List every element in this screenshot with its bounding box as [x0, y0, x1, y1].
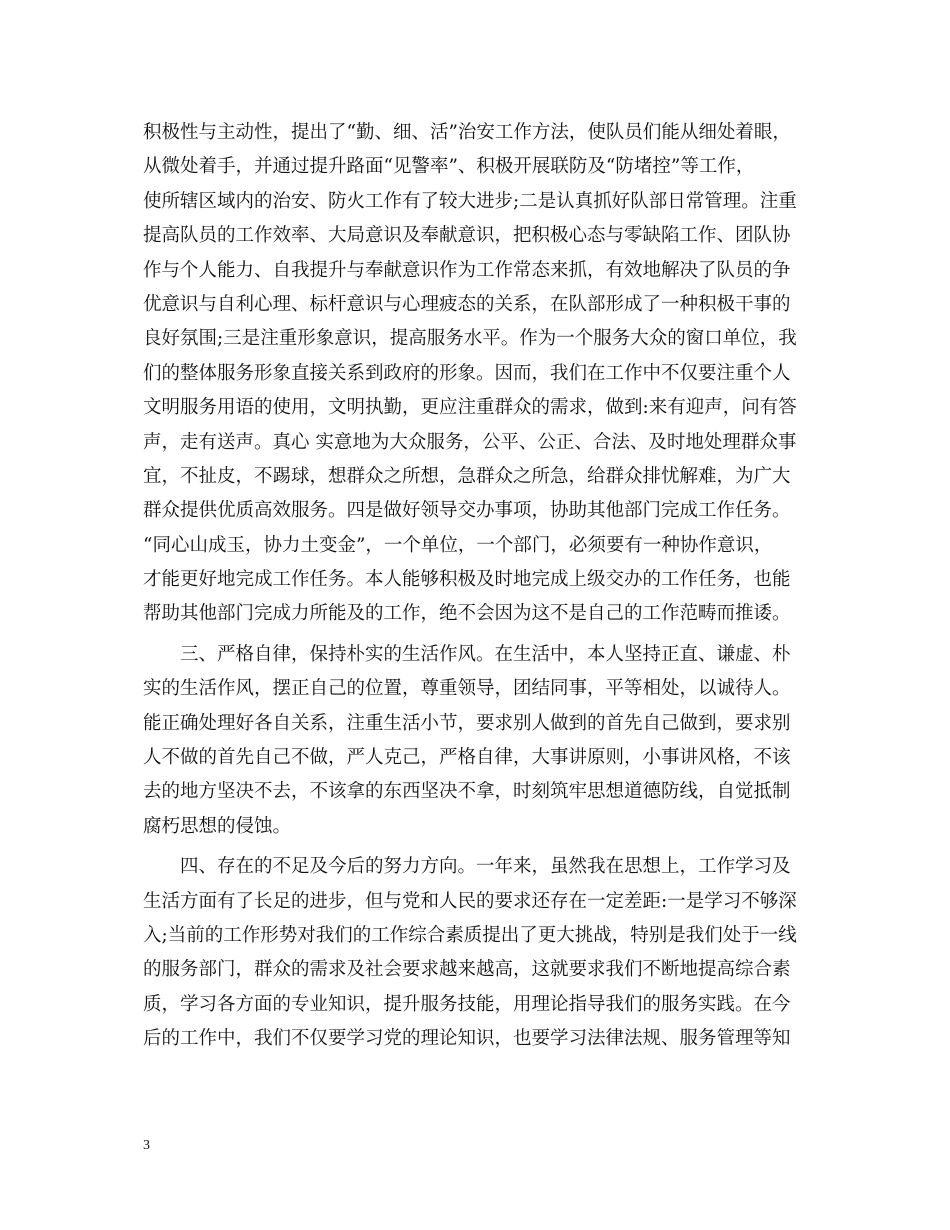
- text-line: 后的工作中，我们不仅要学习党的理论知识，也要学习法律法规、服务管理等知: [143, 1028, 791, 1050]
- text-line: 帮助其他部门完成力所能及的工作，绝不会因为这不是自己的工作范畴而推诿。: [143, 603, 791, 625]
- text-line: 才能更好地完成工作任务。本人能够积极及时地完成上级交办的工作任务，也能: [143, 569, 791, 591]
- text-line: 们的整体服务形象直接关系到政府的形象。因而，我们在工作中不仅要注重个人: [143, 362, 791, 384]
- text-line: 的服务部门，群众的需求及社会要求越来越高，这就要求我们不断地提高综合素: [143, 959, 791, 981]
- text-line: 文明服务用语的使用，文明执勤，更应注重群众的需求，做到:来有迎声，问有答: [143, 397, 797, 419]
- text-line: 优意识与自利心理、标杆意识与心理疲态的关系，在队部形成了一种积极干事的: [143, 293, 791, 315]
- text-line: 声，走有送声。真心 实意地为大众服务，公平、公正、合法、及时地处理群众事: [143, 431, 797, 453]
- text-line: 宜，不扯皮，不踢球，想群众之所想，急群众之所急，给群众排忧解难，为广大: [143, 465, 791, 487]
- text-line: 质，学习各方面的专业知识，提升服务技能，用理论指导我们的服务实践。在今: [143, 993, 791, 1015]
- text-line: 提高队员的工作效率、大局意识及奉献意识，把积极心态与零缺陷工作、团队协: [143, 225, 791, 247]
- page-number: 3: [143, 1138, 150, 1153]
- text-line: 人不做的首先自己不做，严人克己，严格自律，大事讲原则，小事讲风格，不该: [143, 747, 791, 769]
- text-line: “同心山成玉，协力土变金”，一个单位，一个部门，必须要有一种协作意识，: [143, 534, 773, 556]
- text-line: 入;当前的工作形势对我们的工作综合素质提出了更大挑战，特别是我们处于一线: [143, 924, 797, 946]
- text-line: 作与个人能力、自我提升与奉献意识作为工作常态来抓，有效地解决了队员的争: [143, 259, 791, 281]
- text-line: 生活方面有了长足的进步，但与党和人民的要求还存在一定差距:一是学习不够深: [143, 890, 797, 912]
- text-line: 能正确处理好各自关系，注重生活小节，要求别人做到的首先自己做到，要求别: [143, 712, 791, 734]
- text-line: 使所辖区域内的治安、防火工作有了较大进步;二是认真抓好队部日常管理。注重: [143, 190, 797, 212]
- text-line: 腐朽思想的侵蚀。: [143, 815, 292, 837]
- body-text: [143, 116, 843, 1057]
- text-line: 去的地方坚决不去，不该拿的东西坚决不拿，时刻筑牢思想道德防线，自觉抵制: [143, 781, 791, 803]
- text-line: 群众提供优质高效服务。四是做好领导交办事项，协助其他部门完成工作任务。: [143, 500, 791, 522]
- text-line: 从微处着手，并通过提升路面“见警率”、积极开展联防及“防堵控”等工作，: [143, 156, 755, 178]
- paragraph-start-line: 三、严格自律，保持朴实的生活作风。在生活中，本人坚持正直、谦虚、朴: [180, 643, 791, 665]
- text-line: 良好氛围;三是注重形象意识，提高服务水平。作为一个服务大众的窗口单位，我: [143, 328, 797, 350]
- text-line: 实的生活作风，摆正自己的位置，尊重领导，团结同事，平等相处，以诚待人。: [143, 678, 791, 700]
- text-line: 积极性与主动性，提出了“勤、细、活”治安工作方法，使队员们能从细处着眼，: [143, 122, 791, 143]
- paragraph-start-line: 四、存在的不足及今后的努力方向。一年来，虽然我在思想上，工作学习及: [180, 856, 791, 878]
